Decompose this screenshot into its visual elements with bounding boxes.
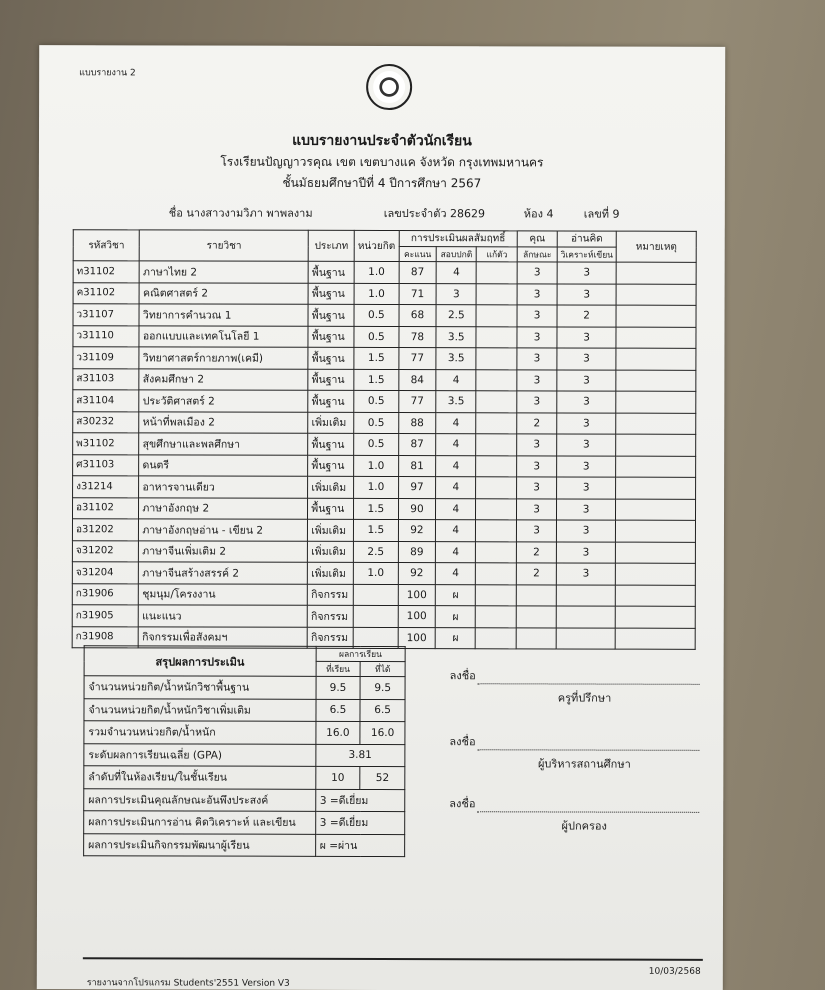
cell-remark [616, 305, 696, 327]
summary-col-study: ที่เรียน [316, 661, 361, 676]
cell-score: 77 [398, 391, 436, 413]
summary-label: ลำดับที่ในห้องเรียน/ในชั้นเรียน [84, 766, 316, 789]
cell-retake [476, 326, 517, 348]
cell-retake [476, 305, 517, 327]
cell-reading: 3 [556, 563, 615, 585]
cell-score: 84 [398, 369, 436, 391]
summary-value: 9.5 [316, 676, 361, 699]
school-logo-icon [366, 64, 412, 110]
cell-trait: 3 [517, 498, 557, 520]
cell-trait [517, 584, 557, 606]
cell-grade: 3 [436, 283, 476, 305]
cell-score: 89 [398, 541, 436, 563]
table-row [72, 540, 695, 563]
table-row [72, 562, 695, 585]
header-assessment: การประเมินผลสัมฤทธิ์ [399, 231, 518, 247]
cell-trait: 3 [517, 305, 557, 327]
cell-trait: 3 [517, 283, 557, 305]
cell-remark [616, 499, 696, 521]
summary-row [84, 788, 405, 811]
header-credit: หน่วยกิต [354, 230, 399, 261]
cell-remark [616, 370, 696, 392]
cell-grade: 4 [436, 563, 476, 585]
signature-director [449, 732, 699, 773]
summary-label: รวมจำนวนหน่วยกิต/น้ำหนัก [84, 721, 316, 744]
cell-remark [616, 520, 696, 542]
cell-reading: 3 [556, 498, 615, 520]
cell-remark [616, 413, 696, 435]
cell-type: พื้นฐาน [308, 455, 354, 477]
summary-result-header: ผลการเรียน [316, 646, 405, 661]
cell-grade: ผ [435, 627, 475, 649]
cell-type: กิจกรรม [307, 605, 353, 627]
table-row [73, 433, 696, 456]
cell-grade: 4 [436, 262, 476, 284]
cell-credit: 1.0 [354, 261, 399, 283]
cell-credit [353, 584, 398, 606]
header-remark: หมายเหตุ [616, 231, 696, 262]
cell-trait: 3 [517, 520, 557, 542]
cell-credit: 0.5 [354, 390, 399, 412]
student-name: ชื่อ นางสาวงามวิภา พาพลงาม [168, 206, 313, 220]
cell-retake [476, 541, 517, 563]
cell-remark [616, 262, 696, 284]
cell-code: อ31202 [72, 519, 138, 541]
cell-type: พื้นฐาน [308, 390, 354, 412]
cell-retake [476, 412, 517, 434]
cell-credit [353, 605, 398, 627]
cell-credit: 0.5 [354, 433, 399, 455]
cell-code: ง31214 [73, 476, 139, 498]
cell-remark [616, 606, 696, 628]
cell-retake [476, 584, 517, 606]
cell-subject: คณิตศาสตร์ 2 [139, 282, 308, 304]
cell-code: ก31905 [72, 605, 138, 627]
header-trait: ลักษณะ [517, 247, 557, 262]
cell-retake [475, 606, 516, 628]
cell-code: อ31102 [72, 497, 138, 519]
summary-value: 3 =ดีเยี่ยม [315, 811, 404, 834]
summary-table [83, 645, 406, 857]
cell-reading [556, 627, 615, 649]
cell-grade: 4 [436, 520, 476, 542]
cell-credit: 2.5 [354, 541, 399, 563]
cell-reading [556, 606, 615, 628]
cell-remark [616, 327, 696, 349]
table-row [73, 325, 696, 348]
cell-grade: 4 [436, 477, 476, 499]
cell-code: จ31204 [72, 562, 138, 584]
cell-type: กิจกรรม [308, 584, 354, 606]
school-line: โรงเรียนปัญญาวรคุณ เขต เขตบางแค จังหวัด กรุงเทพมหานคร [220, 154, 544, 170]
table-row [73, 454, 696, 477]
cell-retake [476, 391, 517, 413]
cell-subject: ภาษาจีนเพิ่มเติม 2 [139, 540, 308, 562]
cell-reading: 3 [556, 541, 615, 563]
cell-reading: 2 [557, 305, 616, 327]
cell-type: พื้นฐาน [308, 433, 354, 455]
summary-label: จำนวนหน่วยกิต/น้ำหนักวิชาพื้นฐาน [84, 676, 316, 699]
cell-code: ว31107 [73, 304, 139, 326]
cell-type: เพิ่มเติม [308, 541, 354, 563]
cell-type: เพิ่มเติม [308, 476, 354, 498]
summary-value: 6.5 [360, 699, 405, 722]
parent-role: ผู้ปกครอง [561, 819, 607, 833]
cell-retake [476, 498, 517, 520]
summary-col-got: ที่ได้ [360, 661, 405, 676]
cell-retake [476, 434, 517, 456]
cell-type: พื้นฐาน [308, 498, 354, 520]
header-grade: สอบปกติ [436, 247, 476, 262]
report-title: แบบรายงานประจำตัวนักเรียน [292, 132, 472, 150]
cell-type: เพิ่มเติม [308, 519, 354, 541]
cell-retake [476, 283, 517, 305]
cell-remark [616, 391, 696, 413]
sign-label: ลงชื่อ [449, 797, 476, 811]
summary-label: ผลการประเมินการอ่าน คิดวิเคราะห์ และเขียน [84, 811, 316, 834]
summary-value: 9.5 [360, 676, 405, 699]
cell-trait: 2 [517, 563, 557, 585]
cell-credit: 1.0 [354, 283, 399, 305]
cell-subject: ชุมนุม/โครงงาน [139, 583, 308, 605]
cell-credit: 1.0 [354, 476, 399, 498]
cell-type: เพิ่มเติม [308, 412, 354, 434]
cell-remark [616, 434, 696, 456]
header-code: รหัสวิชา [73, 230, 139, 261]
cell-type: พื้นฐาน [308, 304, 354, 326]
cell-subject: สังคมศึกษา 2 [139, 368, 308, 390]
cell-trait: 2 [517, 541, 557, 563]
cell-score: 97 [398, 477, 436, 499]
cell-reading: 3 [557, 434, 616, 456]
cell-score: 68 [399, 305, 437, 327]
summary-label: ระดับผลการเรียนเฉลี่ย (GPA) [84, 743, 316, 766]
table-row [72, 583, 695, 606]
header-trait-top: คุณ [517, 231, 557, 247]
cell-grade: 3.5 [436, 348, 476, 370]
summary-label: ผลการประเมินคุณลักษณะอันพึงประสงค์ [84, 788, 316, 811]
cell-code: ส30232 [73, 411, 139, 433]
summary-title: สรุปผลการประเมิน [84, 646, 316, 677]
cell-remark [616, 456, 696, 478]
cell-score: 100 [398, 606, 436, 628]
cell-score: 88 [398, 412, 436, 434]
cell-trait [516, 606, 556, 628]
cell-trait: 3 [517, 391, 557, 413]
cell-subject: วิทยาศาสตร์กายภาพ(เคมี) [139, 347, 308, 369]
summary-row [84, 811, 405, 834]
header-subject: รายวิชา [140, 230, 309, 261]
table-row [73, 304, 696, 327]
cell-grade: 4 [436, 455, 476, 477]
cell-type: พื้นฐาน [308, 347, 354, 369]
table-row [73, 476, 696, 499]
cell-subject: สุขศึกษาและพลศึกษา [139, 433, 308, 455]
cell-reading: 3 [556, 520, 615, 542]
cell-reading: 3 [557, 455, 616, 477]
director-role: ผู้บริหารสถานศึกษา [537, 757, 631, 771]
cell-credit: 1.5 [354, 369, 399, 391]
cell-subject: ภาษาจีนสร้างสรรค์ 2 [139, 562, 308, 584]
cell-trait: 3 [517, 369, 557, 391]
header-score: คะแนน [399, 247, 437, 262]
table-row [73, 261, 696, 284]
cell-code: ว31109 [73, 347, 139, 369]
cell-code: ส31104 [73, 390, 139, 412]
sign-label: ลงชื่อ [449, 735, 476, 749]
cell-code: พ31102 [73, 433, 139, 455]
cell-grade: 4 [436, 434, 476, 456]
header-retake: แก้ตัว [476, 247, 517, 262]
cell-remark [616, 563, 696, 585]
rank-class: 52 [360, 766, 405, 789]
report-sheet [37, 45, 725, 990]
cell-type: พื้นฐาน [308, 369, 354, 391]
cell-score: 92 [398, 563, 436, 585]
cell-reading: 3 [557, 391, 616, 413]
summary-row [84, 676, 405, 699]
cell-credit: 1.5 [354, 498, 399, 520]
summary-label: ผลการประเมินกิจกรรมพัฒนาผู้เรียน [84, 833, 316, 856]
cell-code: ก31908 [72, 626, 138, 648]
table-row [73, 411, 696, 434]
cell-trait: 3 [517, 455, 557, 477]
cell-subject: ออกแบบและเทคโนโลยี 1 [139, 325, 308, 347]
footer-date: 10/03/2568 [648, 966, 701, 977]
summary-value: ผ =ผ่าน [315, 834, 404, 857]
summary-value: 6.5 [316, 699, 361, 722]
summary-row [84, 833, 405, 856]
cell-type: กิจกรรม [307, 627, 353, 649]
cell-subject: อาหารจานเดียว [139, 476, 308, 498]
sign-label: ลงชื่อ [449, 669, 476, 683]
rank-room: 10 [315, 766, 360, 789]
cell-score: 71 [399, 283, 437, 305]
cell-code: ค31102 [73, 282, 139, 304]
cell-score: 92 [398, 520, 436, 542]
cell-credit: 0.5 [354, 326, 399, 348]
cell-trait: 3 [517, 348, 557, 370]
cell-score: 100 [398, 627, 436, 649]
summary-label: จำนวนหน่วยกิต/น้ำหนักวิชาเพิ่มเติม [84, 698, 316, 721]
summary-value: 16.0 [316, 721, 361, 744]
footer-source: รายงานจากโปรแกรม Students'2551 Version V3 [86, 978, 290, 989]
cell-grade: 4 [436, 498, 476, 520]
cell-subject: วิทยาการคำนวณ 1 [139, 304, 308, 326]
gpa-value: 3.81 [315, 744, 404, 767]
summary-value: 3 =ดีเยี่ยม [315, 789, 404, 812]
cell-subject: ประวัติศาสตร์ 2 [139, 390, 308, 412]
cell-score: 87 [398, 434, 436, 456]
cell-subject: ภาษาไทย 2 [140, 261, 309, 283]
cell-retake [476, 262, 517, 284]
table-row [73, 368, 696, 391]
cell-score: 81 [398, 455, 436, 477]
cell-credit: 1.0 [353, 562, 398, 584]
cell-credit: 1.0 [354, 455, 399, 477]
cell-remark [616, 542, 696, 564]
cell-reading: 3 [557, 412, 616, 434]
cell-grade: 3.5 [436, 391, 476, 413]
cell-score: 77 [398, 348, 436, 370]
cell-subject: แนะแนว [139, 605, 308, 627]
cell-retake [476, 455, 517, 477]
table-row [72, 605, 695, 628]
cell-score: 78 [399, 326, 437, 348]
student-number: เลขที่ 9 [583, 207, 620, 221]
cell-remark [616, 348, 696, 370]
summary-value: 16.0 [360, 721, 405, 744]
grade-year-line: ชั้นมัธยมศึกษาปีที่ 4 ปีการศึกษา 2567 [282, 175, 482, 191]
cell-trait: 3 [517, 477, 557, 499]
cell-code: จ31202 [72, 540, 138, 562]
cell-type: พื้นฐาน [308, 283, 354, 305]
signature-advisor [450, 666, 700, 707]
cell-subject: ภาษาอังกฤษ 2 [139, 497, 308, 519]
summary-row [84, 766, 405, 789]
cell-subject: หน้าที่พลเมือง 2 [139, 411, 308, 433]
table-row [72, 497, 695, 520]
cell-trait: 3 [517, 262, 557, 284]
cell-grade: ผ [436, 606, 476, 628]
form-code: แบบรายงาน 2 [79, 68, 136, 79]
cell-grade: ผ [436, 584, 476, 606]
summary-row [84, 721, 405, 744]
cell-retake [476, 563, 517, 585]
cell-score: 87 [399, 262, 437, 284]
cell-code: ท31102 [73, 261, 139, 283]
cell-remark [615, 628, 695, 650]
table-row [73, 347, 696, 370]
cell-score: 90 [398, 498, 436, 520]
cell-grade: 3.5 [436, 326, 476, 348]
table-row [73, 390, 696, 413]
cell-reading: 3 [557, 262, 616, 284]
table-row [73, 282, 696, 305]
signature-parent [449, 794, 699, 835]
cell-grade: 4 [436, 541, 476, 563]
summary-row [84, 743, 405, 766]
cell-trait: 3 [517, 326, 557, 348]
cell-code: ว31110 [73, 325, 139, 347]
cell-reading: 3 [557, 283, 616, 305]
header-type: ประเภท [308, 230, 354, 261]
cell-credit: 0.5 [354, 412, 399, 434]
cell-retake [476, 348, 517, 370]
cell-reading: 3 [557, 369, 616, 391]
header-reading: วิเคราะห์เขียน [557, 247, 616, 262]
cell-score: 100 [398, 584, 436, 606]
advisor-role: ครูที่ปรึกษา [557, 691, 612, 705]
cell-subject: กิจกรรมเพื่อสังคมฯ [139, 626, 308, 648]
cell-reading: 3 [556, 477, 615, 499]
cell-retake [475, 627, 516, 649]
cell-credit: 1.5 [354, 347, 399, 369]
cell-code: ศ31103 [73, 454, 139, 476]
student-room: ห้อง 4 [523, 207, 554, 221]
cell-reading: 3 [557, 326, 616, 348]
cell-code: ก31906 [72, 583, 138, 605]
cell-remark [616, 585, 696, 607]
header-reading-top: อ่านคิด [557, 231, 616, 247]
cell-type: พื้นฐาน [308, 326, 354, 348]
cell-grade: 4 [436, 369, 476, 391]
cell-grade: 4 [436, 412, 476, 434]
cell-subject: ดนตรี [139, 454, 308, 476]
summary-row [84, 698, 405, 721]
student-id: เลขประจำตัว 28629 [383, 207, 486, 221]
cell-trait: 2 [517, 412, 557, 434]
cell-subject: ภาษาอังกฤษอ่าน - เขียน 2 [139, 519, 308, 541]
cell-type: เพิ่มเติม [308, 562, 354, 584]
table-row [72, 519, 695, 542]
cell-remark [616, 477, 696, 499]
cell-reading: 3 [557, 348, 616, 370]
cell-reading [556, 584, 615, 606]
student-info [169, 203, 629, 222]
cell-credit: 1.5 [354, 519, 399, 541]
cell-credit: 0.5 [354, 304, 399, 326]
cell-trait: 3 [517, 434, 557, 456]
cell-code: ส31103 [73, 368, 139, 390]
grades-table [72, 229, 697, 650]
footer-divider [83, 957, 703, 961]
cell-retake [476, 369, 517, 391]
cell-retake [476, 520, 517, 542]
cell-type: พื้นฐาน [308, 261, 354, 283]
cell-retake [476, 477, 517, 499]
cell-trait [516, 627, 556, 649]
cell-remark [616, 284, 696, 306]
cell-grade: 2.5 [436, 305, 476, 327]
